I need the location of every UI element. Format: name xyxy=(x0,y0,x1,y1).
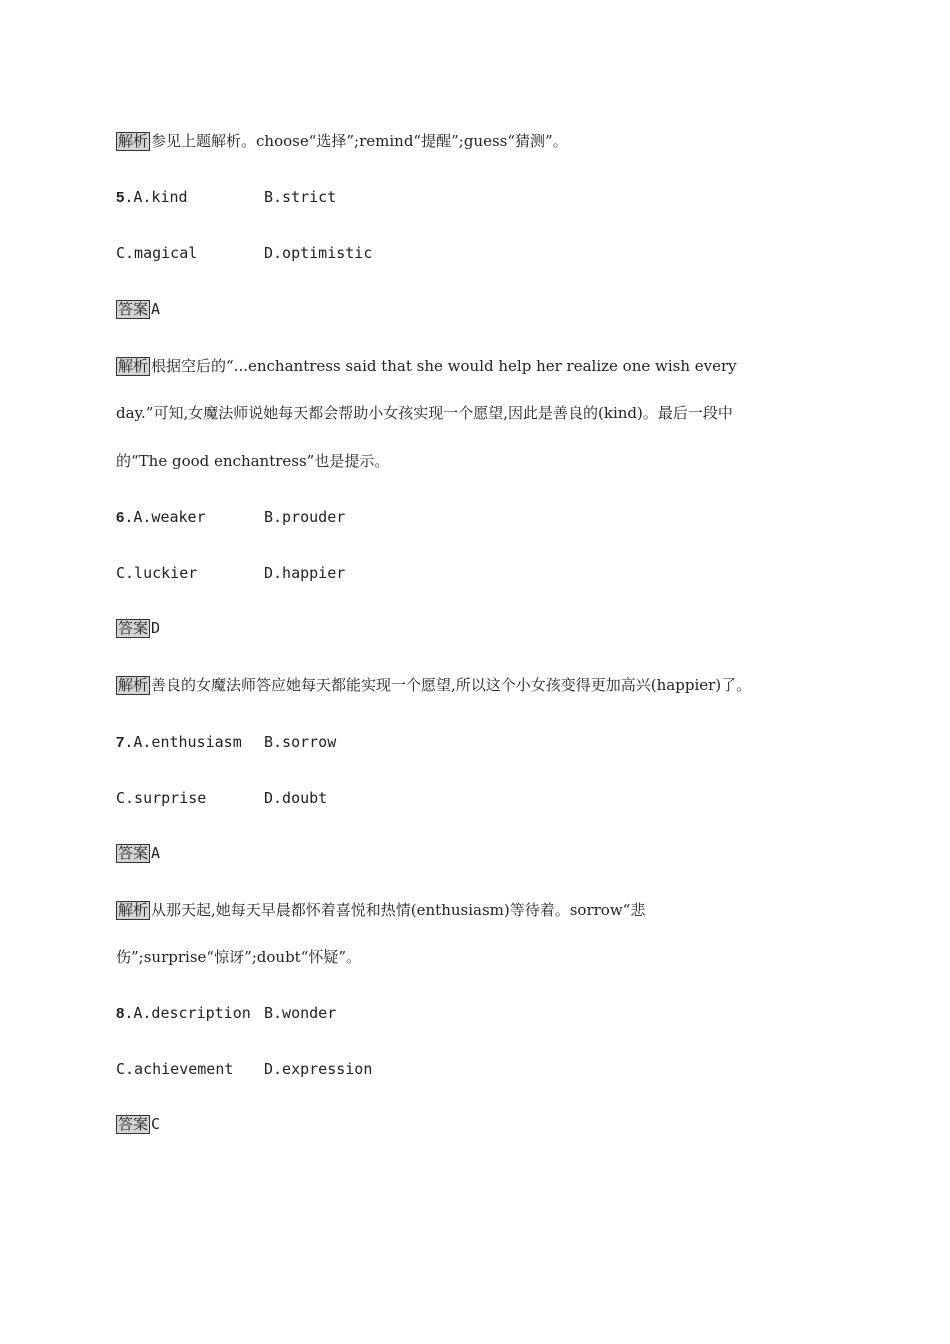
analysis-line xyxy=(116,900,645,920)
question-5-options-row-1 xyxy=(116,187,336,208)
question-number: 5 xyxy=(116,189,125,206)
question-number: 6 xyxy=(116,509,125,526)
answer-line xyxy=(116,843,160,863)
analysis-line xyxy=(116,947,361,967)
option-a: .A.weaker xyxy=(124,508,206,526)
analysis-tag: 解析 xyxy=(118,132,149,150)
analysis-text: 的“The good enchantress”也是提示。 xyxy=(116,452,390,470)
option-b: B.sorrow xyxy=(264,733,337,751)
answer-value: A xyxy=(151,844,161,862)
answer-value: C xyxy=(151,1115,161,1133)
option-d: D.optimistic xyxy=(264,244,373,262)
option-b: B.prouder xyxy=(264,508,346,526)
question-7-options-row-2 xyxy=(116,788,327,808)
analysis-text: 根据空后的“...enchantress said that she would help her realize one wish every xyxy=(151,357,737,375)
option-d: D.happier xyxy=(264,564,346,582)
option-c: C.luckier xyxy=(116,564,198,582)
analysis-tag: 解析 xyxy=(118,676,149,694)
analysis-text: day.”可知,女魔法师说她每天都会帮助小女孩实现一个愿望,因此是善良的(kind)。最后一段中 xyxy=(116,404,733,422)
analysis-text: 善良的女魔法师答应她每天都能实现一个愿望,所以这个小女孩变得更加高兴(happier)了。 xyxy=(151,676,752,694)
answer-value: A xyxy=(151,300,161,318)
option-c: C.surprise xyxy=(116,789,207,807)
analysis-text: 伤”;surprise“惊讶”;doubt“怀疑”。 xyxy=(116,948,362,966)
question-6-options-row-2 xyxy=(116,563,345,583)
question-number: 7 xyxy=(116,734,125,751)
answer-value: D xyxy=(151,619,161,637)
option-c: C.achievement xyxy=(116,1060,234,1078)
option-c: C.magical xyxy=(116,244,198,262)
answer-tag: 答案 xyxy=(118,619,149,637)
answer-tag: 答案 xyxy=(118,844,149,862)
analysis-line xyxy=(116,403,733,423)
option-d: D.doubt xyxy=(264,789,328,807)
analysis-line xyxy=(116,356,737,376)
question-8-options-row-1 xyxy=(116,1003,336,1024)
question-7-options-row-1 xyxy=(116,732,336,753)
option-b: B.wonder xyxy=(264,1004,337,1022)
answer-line xyxy=(116,299,160,319)
analysis-tag: 解析 xyxy=(118,901,149,919)
analysis-line xyxy=(116,675,751,695)
question-number: 8 xyxy=(116,1005,125,1022)
option-d: D.expression xyxy=(264,1060,373,1078)
answer-tag: 答案 xyxy=(118,1115,149,1133)
question-6-options-row-1 xyxy=(116,507,345,528)
analysis-line xyxy=(116,451,389,471)
answer-line xyxy=(116,618,160,638)
question-5-options-row-2 xyxy=(116,243,372,263)
answer-line xyxy=(116,1114,160,1134)
analysis-text: 参见上题解析。choose“选择”;remind“提醒”;guess“猜测”。 xyxy=(151,132,568,150)
analysis-text: 从那天起,她每天早晨都怀着喜悦和热情(enthusiasm)等待着。sorrow“悲 xyxy=(151,901,646,919)
option-a: .A.kind xyxy=(124,188,188,206)
option-b: B.strict xyxy=(264,188,337,206)
option-a: .A.enthusiasm xyxy=(124,733,242,751)
option-a: .A.description xyxy=(124,1004,251,1022)
analysis-tag: 解析 xyxy=(118,357,149,375)
analysis-line xyxy=(116,131,568,151)
question-8-options-row-2 xyxy=(116,1059,372,1079)
answer-tag: 答案 xyxy=(118,300,149,318)
